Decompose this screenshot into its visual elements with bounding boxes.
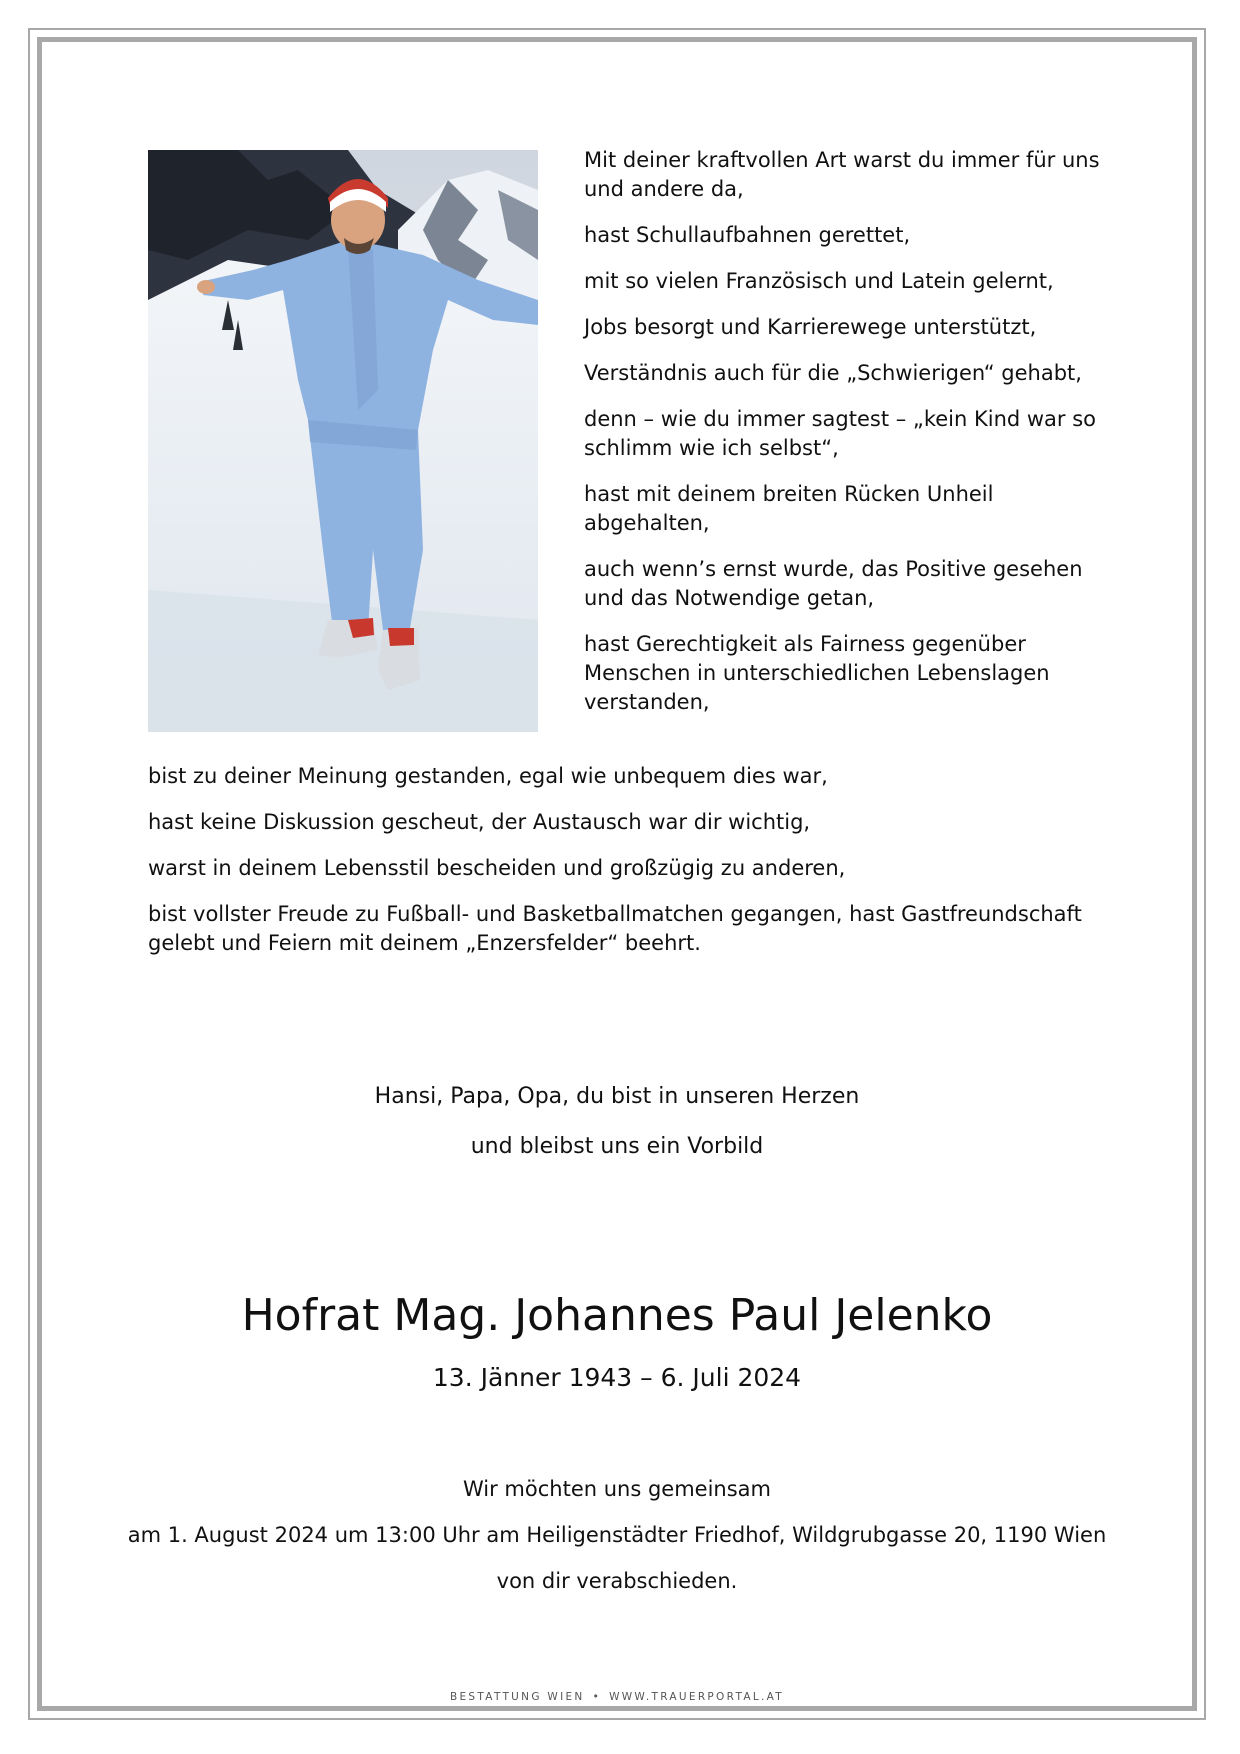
tribute-text — [37, 1072, 1197, 1172]
footer-company: BESTATTUNG WIEN — [449, 1691, 585, 1703]
ceremony-info — [37, 1466, 1197, 1604]
ceremony-line-1: Wir möchten uns gemeinsam — [462, 1477, 772, 1501]
footer-separator: • — [592, 1691, 602, 1703]
footer-website-link[interactable]: WWW.TRAUERPORTAL.AT — [609, 1691, 785, 1703]
portrait-photo — [148, 150, 538, 732]
life-dates: 13. Jänner 1943 – 6. Juli 2024 — [432, 1363, 802, 1392]
footer — [37, 1690, 1197, 1704]
poem-line: bist vollster Freude zu Fußball- und Basketballmatchen gegangen, hast Gastfreundschaft gelebt und Feiern mit deinem „Enzersfelder“ beehrt. — [148, 902, 1082, 955]
poem-line: hast keine Diskussion gescheut, der Austausch war dir wichtig, — [148, 810, 811, 834]
poem-text-beside-photo — [584, 146, 1104, 734]
poem-line: bist zu deiner Meinung gestanden, egal wie unbequem dies war, — [148, 764, 828, 788]
poem-line: hast Gerechtigkeit als Fairness gegenüber Menschen in unterschiedlichen Lebenslagen verstanden, — [584, 632, 1050, 714]
poem-text-full-width — [148, 762, 1108, 975]
deceased-name: Hofrat Mag. Johannes Paul Jelenko — [241, 1290, 993, 1341]
portrait-photo-illustration — [148, 150, 538, 732]
ceremony-line-3: von dir verabschieden. — [496, 1569, 738, 1593]
poem-line: denn – wie du immer sagtest – „kein Kind war so schlimm wie ich selbst“, — [584, 407, 1097, 460]
tribute-line-2: und bleibst uns ein Vorbild — [470, 1134, 764, 1159]
poem-line: hast Schullaufbahnen gerettet, — [584, 223, 911, 247]
poem-line: auch wenn’s ernst wurde, das Positive gesehen und das Notwendige getan, — [584, 557, 1083, 610]
poem-line: mit so vielen Französisch und Latein gelernt, — [584, 269, 1054, 293]
poem-line: Verständnis auch für die „Schwierigen“ gehabt, — [584, 361, 1082, 385]
poem-line: Mit deiner kraftvollen Art warst du immer für uns und andere da, — [584, 148, 1100, 201]
poem-line: hast mit deinem breiten Rücken Unheil abgehalten, — [584, 482, 994, 535]
poem-line: warst in deinem Lebensstil bescheiden und großzügig zu anderen, — [148, 856, 846, 880]
tribute-line-1: Hansi, Papa, Opa, du bist in unseren Herzen — [374, 1084, 860, 1109]
poem-line: Jobs besorgt und Karrierewege unterstützt, — [584, 315, 1037, 339]
ceremony-line-2: am 1. August 2024 um 13:00 Uhr am Heiligenstädter Friedhof, Wildgrubgasse 20, 1190 Wien — [127, 1523, 1107, 1547]
